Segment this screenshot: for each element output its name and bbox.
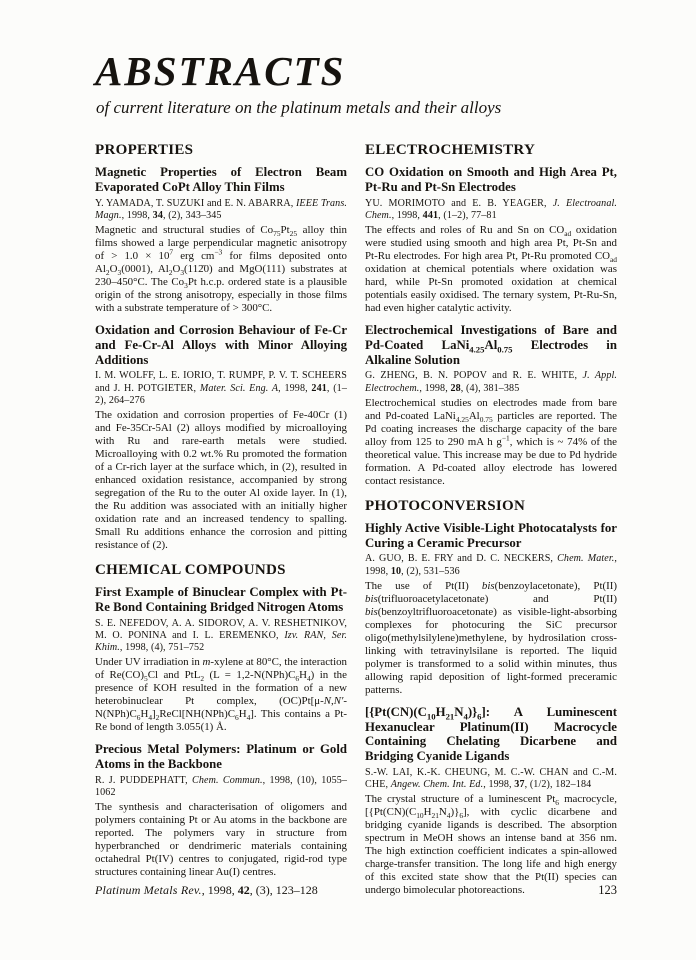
- abstract-title: First Example of Binuclear Complex with Pt-Re Bond Containing Bridged Nitrogen Atoms: [95, 585, 347, 614]
- page-title: ABSTRACTS: [95, 48, 346, 94]
- abstract-title: Oxidation and Corrosion Behaviour of Fe-Cr and Fe-Cr-Al Alloys with Minor Alloying Additions: [95, 323, 347, 367]
- page-subtitle: of current literature on the platinum metals and their alloys: [96, 98, 502, 118]
- abstract-citation: S.-W. LAI, K.-K. CHEUNG, M. C.-W. CHAN and C.-M. CHE, Angew. Chem. Int. Ed., 1998, 37, (1/2), 182–184: [365, 767, 617, 791]
- abstract-body: The oxidation and corrosion properties of Fe-40Cr (1) and Fe-35Cr-5Al (2) alloys modified by microalloying with Ru and rare-earth metals were studied. Microalloying with 0.2 wt.% Ru promoted the formation of a Cr-rich layer at the surface which, in (2), resulted in enhanced oxidation resistance, accompanied by strong segregation of the Ru to the outer Al oxide layer. In (1), the Ru addition was associated with an initially higher oxidation rate and an increased tendency to spalling. Small Ru additions enhance the corrosion and pitting resistance of (2).: [95, 409, 347, 552]
- page-number: 123: [598, 883, 617, 897]
- abstract-citation: YU. MORIMOTO and E. B. YEAGER, J. Electroanal. Chem., 1998, 441, (1–2), 77–81: [365, 197, 617, 221]
- right-column: [365, 142, 617, 905]
- abstract-title: Electrochemical Investigations of Bare and Pd-Coated $LaNi_{4.25}Al_{0.75}$ Electrodes in Alkaline Solution: [365, 323, 617, 367]
- abstract-citation: G. ZHENG, B. N. POPOV and R. E. WHITE, J. Appl. Electrochem., 1998, 28, (4), 381–385: [365, 370, 618, 394]
- abstract-citation: I. M. WOLFF, L. E. IORIO, T. RUMPF, P. V. T. SCHEERS and J. H. POTGIETER, Mater. Sci. Eng. A, 1998, 241, (1–2), 264–276: [95, 370, 347, 406]
- abstract-ptre-binuclear: [95, 585, 347, 734]
- abstract-title: Precious Metal Polymers: Platinum or Gold Atoms in the Backbone: [95, 742, 347, 772]
- page-footer: [95, 883, 617, 898]
- abstract-fecr-alloys: [95, 323, 347, 552]
- section-heading-chemical-compounds: CHEMICAL COMPOUNDS: [95, 562, 286, 579]
- abstract-pd-coated-lani-electrodes: [365, 323, 617, 488]
- abstract-body: The crystal structure of a luminescent $Pt_6$ macrocycle, $[\{Pt(CN)(C_{10}H_{21}N_4)\}_6]$, with cyclic dicarbene and bridging cyanide ligands is described. The absorption spectrum in MeOH shows an intense band at 356 nm. The high extinction coefficient indicates a spin-allowed charge-transfer transition. The long life and high energy of this excited state show that the Pt(II) species can undergo bimolecular photoreactions.: [365, 793, 617, 897]
- abstract-body: Under UV irradiation in m-xylene at 80°C, the interaction of $Re(CO)_5Cl$ and PtL$_2$ $(L = 1,2-N(NPh)C_6H_4)$ in the presence of KOH resulted in the formation of a new heterobinuclear Pt complex, $(OC)Pt[\mu-N,N'-N(NPh)C_6H_4]_2ReCl[NH(NPh)C_6H_4]$. This contains a Pt-Re bond of length 3.055(1) Å.: [95, 656, 347, 734]
- masthead: [95, 50, 617, 118]
- two-column-layout: [95, 142, 617, 905]
- abstract-title: Magnetic Properties of Electron Beam Evaporated CoPt Alloy Thin Films: [95, 165, 347, 194]
- abstract-body: The synthesis and characterisation of oligomers and polymers containing Pt or Au atoms in the backbone are reported. The polymers vary in structure from hyperbranched or dendrimeric materials containing octahedral Pt(IV) centres to conjugated, rigid-rod type structures containing linear Au(I) centres.: [95, 801, 347, 879]
- abstract-body: The effects and roles of Ru and Sn on $CO_{ad}$ oxidation were studied using smooth and high area Pt, Pt-Sn and Pt-Ru electrodes. For high area Pt, Pt-Ru promoted $CO_{ad}$ oxidation at chemical potentials where oxidation was hard, while Pt-Sn promoted oxidation at chemical potentials easily oxidised. The ternary system, Pt-Ru-Sn, had even higher catalytic activity.: [365, 224, 617, 315]
- abstract-title: $[\{Pt(CN)(C_{10}H_{21}N_4)\}_6]$: A Luminescent Hexanuclear Platinum(II) Macrocycle Containing Chelating Dicarbene and Bridging Cyanide Ligands: [365, 704, 617, 764]
- abstract-body: Electrochemical studies on electrodes made from bare and Pd-coated $LaNi_{4.25}Al_{0.75}$ particles are reported. The Pd coating increases the discharge capacity of the bare alloy from 125 to 290 mA h $g^{-1}$, which is ~ 74% of the theoretical value. This increase may be due to Pd hydride formation. A Pd-coated alloy electrode has lowered contact resistance.: [365, 396, 617, 487]
- abstract-citation: Y. YAMADA, T. SUZUKI and E. N. ABARRA, IEEE Trans. Magn., 1998, 34, (2), 343–345: [95, 197, 347, 221]
- abstract-precious-metal-polymers: [95, 742, 347, 879]
- abstract-title: Highly Active Visible-Light Photocatalysts for Curing a Ceramic Precursor: [365, 520, 617, 550]
- abstract-citation: A. GUO, B. E. FRY and D. C. NECKERS, Chem. Mater., 1998, 10, (2), 531–536: [365, 553, 617, 577]
- section-heading-photoconversion: PHOTOCONVERSION: [365, 497, 526, 514]
- abstract-visible-light-photocatalysts: [365, 521, 617, 697]
- section-heading-properties: PROPERTIES: [95, 142, 194, 159]
- abstract-hexanuclear-pt-macrocycle: [365, 705, 617, 898]
- section-heading-electrochemistry: ELECTROCHEMISTRY: [365, 142, 536, 159]
- abstract-copt-thin-films: [95, 165, 347, 315]
- abstract-citation: R. J. PUDDEPHATT, Chem. Commun., 1998, (10), 1055–1062: [95, 774, 348, 799]
- abstract-body: The use of Pt(II) bis(benzoylacetonate), Pt(II) bis(trifluoroacetylacetonate) and Pt(II) bis(benzoyltrifluoroacetonate) as visible-light-absorbing complexes for photocuring the SiC precursor oligo(methylsilylene)methylene, by hydrosilation cross-linking with tetravinylsilane is reported. The liquid polymer is transformed to a solid within minutes, thus allowing rapid deposition of light-formed preceramic patterns.: [365, 579, 617, 696]
- footer-citation: Platinum Metals Rev., 1998, 42, (3), 123–128: [95, 883, 318, 897]
- abstract-body: Magnetic and structural studies of $Co_{75}Pt_{25}$ alloy thin films showed a large perpendicular magnetic anisotropy of > $1.0 \times 10^7$ erg $cm^{-3}$ for films deposited onto $Al_2O_3(0001)$, $Al_2O_3(112̄0)$ and MgO(111) substrates at 230–450°C. The $Co_3Pt$ h.c.p. ordered state is a plausible origin of the strong anisotropy, especially in those films with a substrate temperature of > 300°C.: [95, 224, 347, 315]
- abstract-citation: S. E. NEFEDOV, A. A. SIDOROV, A. V. RESHETNIKOV, M. O. PONINA and I. L. EREMENKO, Izv. RAN, Ser. Khim., 1998, (4), 751–752: [95, 617, 347, 654]
- left-column: [95, 142, 347, 905]
- abstract-title: CO Oxidation on Smooth and High Area Pt, Pt-Ru and Pt-Sn Electrodes: [365, 165, 617, 194]
- abstract-co-oxidation: [365, 165, 617, 315]
